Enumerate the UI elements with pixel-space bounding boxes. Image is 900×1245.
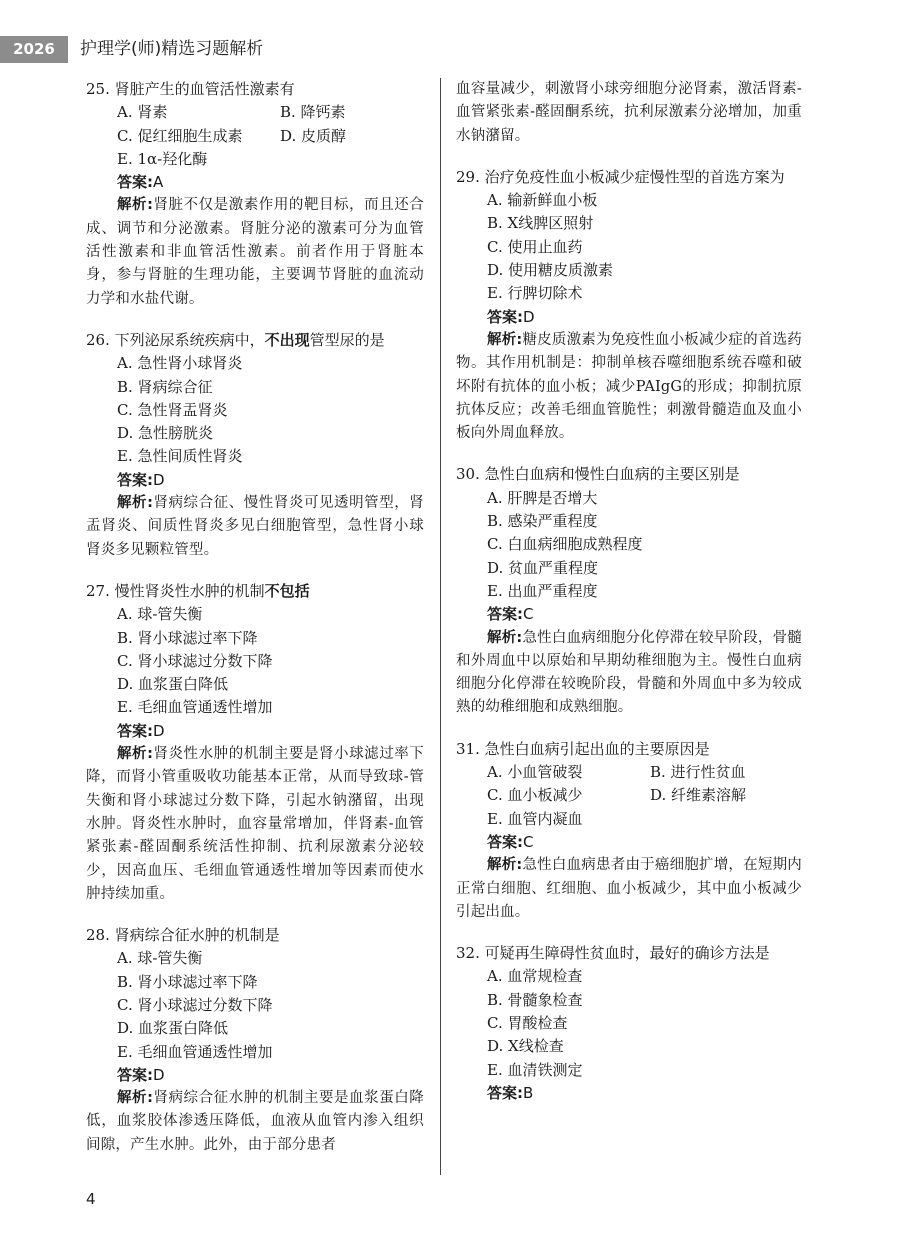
question-stem: 29. 治疗免疫性血小板减少症慢性型的首选方案为 <box>456 167 785 186</box>
option-b: B. X线脾区照射 <box>487 214 594 233</box>
option-d: D. 贫血严重程度 <box>487 558 599 577</box>
question-28-continued <box>456 78 802 148</box>
option-b: B. 肾小球滤过率下降 <box>117 628 258 647</box>
options <box>86 101 424 171</box>
question-30 <box>456 463 802 719</box>
option-b: B. 进行性贫血 <box>650 763 746 782</box>
column-divider <box>440 78 441 1175</box>
book-title: 护理学(师)精选习题解析 <box>80 39 264 59</box>
question-31 <box>456 738 802 924</box>
option-d: D. 使用糖皮质激素 <box>487 261 614 280</box>
question-stem: 32. 可疑再生障碍性贫血时，最好的确诊方法是 <box>456 944 770 963</box>
question-26 <box>86 329 424 562</box>
explanation-continuation: 血容量减少，刺激肾小球旁细胞分泌肾素，激活肾素-血管紧张素-醛固酮系统，抗利尿激素分泌增加，加重水钠潴留。 <box>456 81 802 144</box>
answer: 答案:B <box>487 1083 534 1102</box>
question-stem: 26. 下列泌尿系统疾病中，不出现管型尿的是 <box>86 330 385 349</box>
option-b: B. 感染严重程度 <box>487 512 598 531</box>
options <box>86 603 424 719</box>
option-c: C. 肾小球滤过分数下降 <box>117 995 273 1014</box>
option-c: C. 促红细胞生成素 <box>117 126 243 145</box>
answer: 答案:C <box>487 605 534 624</box>
option-a: A. 肾素 <box>117 103 168 122</box>
question-27 <box>86 580 424 906</box>
explanation: 解析:急性白血病患者由于癌细胞扩增，在短期内正常白细胞、红细胞、血小板减少，其中血小板减少引起出血。 <box>456 857 802 920</box>
option-b: B. 肾病综合征 <box>117 377 213 396</box>
option-a: A. 血常规检查 <box>487 967 583 986</box>
option-b: B. 肾小球滤过率下降 <box>117 972 258 991</box>
option-a: A. 球-管失衡 <box>117 949 203 968</box>
option-a: A. 球-管失衡 <box>117 605 203 624</box>
option-e: E. 出血严重程度 <box>487 581 598 600</box>
question-29 <box>456 166 802 446</box>
page-number: 4 <box>86 1190 96 1208</box>
option-d: D. 血浆蛋白降低 <box>117 675 229 694</box>
answer: 答案:D <box>117 1065 165 1084</box>
question-stem: 27. 慢性肾炎性水肿的机制不包括 <box>86 581 310 600</box>
option-c: C. 使用止血药 <box>487 237 583 256</box>
option-d: D. 血浆蛋白降低 <box>117 1019 229 1038</box>
option-e: E. 急性间质性肾炎 <box>117 447 243 466</box>
answer: 答案:D <box>487 307 535 326</box>
explanation: 解析:肾炎性水肿的机制主要是肾小球滤过率下降，而肾小管重吸收功能基本正常，从而导致球-管失衡和肾小球滤过分数下降，引起水钠潴留，出现水肿。肾炎性水肿时，血容量常增加，伴肾素-血管紧张素-醛固酮系统活性抑制、抗利尿激素分泌较少，因高血压、毛细血管通透性增加等因素而使水肿持续加重。 <box>86 746 424 902</box>
option-d: D. 纤维素溶解 <box>650 786 747 805</box>
option-c: C. 肾小球滤过分数下降 <box>117 651 273 670</box>
year-badge: 2026 <box>0 36 68 63</box>
right-column <box>456 78 802 1123</box>
options <box>456 487 802 603</box>
question-stem: 31. 急性白血病引起出血的主要原因是 <box>456 739 710 758</box>
option-d: D. X线检查 <box>487 1037 564 1056</box>
options <box>456 189 802 305</box>
explanation: 解析:肾脏不仅是激素作用的靶目标，而且还合成、调节和分泌激素。肾脏分泌的激素可分为血管活性激素和非血管活性激素。前者作用于肾脏本身，参与肾脏的生理功能，主要调节肾脏的血流动力学和水盐代谢。 <box>86 197 424 307</box>
left-column <box>86 78 424 1175</box>
answer: 答案:C <box>487 832 534 851</box>
stem-keyword: 不包括 <box>264 581 310 600</box>
option-c: C. 胃酸检查 <box>487 1013 568 1032</box>
option-e: E. 行脾切除术 <box>487 284 583 303</box>
stem-keyword: 不出现 <box>264 330 310 349</box>
option-e: E. 毛细血管通透性增加 <box>117 698 273 717</box>
answer: 答案:D <box>117 470 165 489</box>
option-e: E. 毛细血管通透性增加 <box>117 1042 273 1061</box>
question-28 <box>86 924 424 1157</box>
answer: 答案:D <box>117 721 165 740</box>
explanation: 解析:肾病综合征水肿的机制主要是血浆蛋白降低，血浆胶体渗透压降低，血液从血管内渗入组织间隙，产生水肿。此外，由于部分患者 <box>86 1090 424 1153</box>
option-b: B. 降钙素 <box>280 103 346 122</box>
option-d: D. 皮质醇 <box>280 126 347 145</box>
option-d: D. 急性膀胱炎 <box>117 424 214 443</box>
options <box>456 965 802 1081</box>
question-stem: 30. 急性白血病和慢性白血病的主要区别是 <box>456 465 740 484</box>
option-e: E. 血清铁测定 <box>487 1060 583 1079</box>
explanation: 解析:急性白血病细胞分化停滞在较早阶段，骨髓和外周血中以原始和早期幼稚细胞为主。慢性白血病细胞分化停滞在较晚阶段，骨髓和外周血中多为较成熟的幼稚细胞和成熟细胞。 <box>456 629 802 716</box>
option-c: C. 急性肾盂肾炎 <box>117 400 228 419</box>
question-stem: 28. 肾病综合征水肿的机制是 <box>86 926 280 945</box>
options <box>86 352 424 468</box>
question-25 <box>86 78 424 311</box>
options <box>86 947 424 1063</box>
explanation: 解析:肾病综合征、慢性肾炎可见透明管型，肾盂肾炎、间质性肾炎多见白细胞管型，急性肾小球肾炎多见颗粒管型。 <box>86 495 424 558</box>
option-e: E. 血管内凝血 <box>487 809 583 828</box>
options <box>456 761 802 831</box>
option-c: C. 白血病细胞成熟程度 <box>487 535 643 554</box>
option-a: A. 肝脾是否增大 <box>487 488 598 507</box>
option-a: A. 输新鲜血小板 <box>487 191 598 210</box>
option-e: E. 1α-羟化酶 <box>117 149 208 168</box>
option-a: A. 小血管破裂 <box>487 763 583 782</box>
explanation: 解析:糖皮质激素为免疫性血小板减少症的首选药物。其作用机制是：抑制单核吞噬细胞系统吞噬和破坏附有抗体的血小板；减少PAIgG的形成；抑制抗原抗体反应；改善毛细血管脆性；刺激骨髓造血及血小板向外周血释放。 <box>456 331 802 442</box>
question-stem: 25. 肾脏产生的血管活性激素有 <box>86 80 295 98</box>
answer: 答案:A <box>117 173 164 192</box>
option-a: A. 急性肾小球肾炎 <box>117 354 243 373</box>
option-c: C. 血小板减少 <box>487 786 583 805</box>
question-32 <box>456 942 802 1105</box>
option-b: B. 骨髓象检查 <box>487 990 583 1009</box>
